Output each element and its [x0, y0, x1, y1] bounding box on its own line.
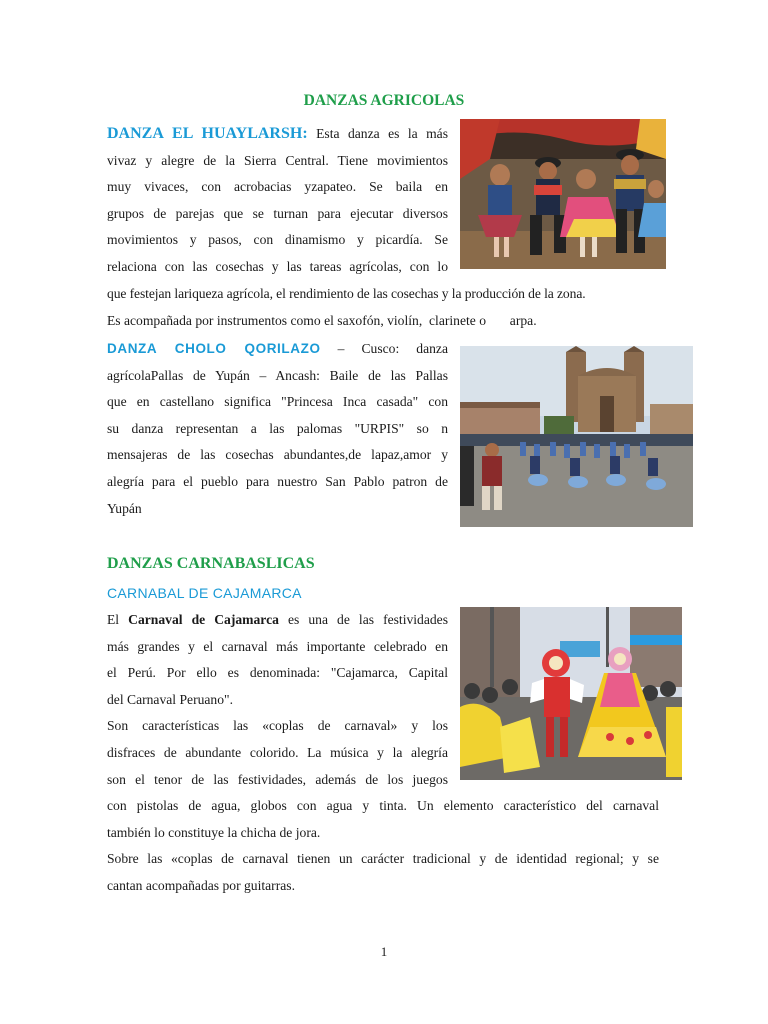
text-line: Esta danza es la más [316, 126, 449, 141]
text-line: Es acompañada por instrumentos como el saxofón, violín, clarinete o arpa. [107, 312, 537, 328]
text-line: Son características las «coplas de carnaval» y los [107, 718, 448, 734]
text-line: – Cusco: danza [337, 341, 448, 356]
text-line: con pistolas de agua, globos con agua y tinta. Un elemento característico del carnaval [107, 798, 659, 813]
cholo-qorilazo-heading: DANZA CHOLO QORILAZO [107, 341, 321, 356]
huaylarsh-heading: DANZA EL HUAYLARSH: [107, 125, 308, 142]
huaylarsh-line-1 [107, 121, 448, 148]
text-line: El [107, 612, 120, 627]
text-line: que festejan lariqueza agrícola, el rendimiento de las cosechas y la producción de la zona. [107, 286, 586, 301]
carnabal-cajamarca-subtitle: CARNABAL DE CAJAMARCA [107, 585, 302, 601]
text-line: más grandes y el carnaval más importante celebrado en [107, 638, 448, 654]
cusco-plaza-photo [460, 346, 693, 527]
text-line: mensajeras de las cosechas abundantes,de lapaz,amor y [107, 447, 448, 463]
huaylarsh-dance-photo [460, 119, 666, 269]
cajamarca-paragraph-cont [107, 793, 659, 899]
text-line: muy vivaces, con acrobacias yzapateo. Se baila en [107, 179, 448, 195]
text-line: alegría para el pueblo para nuestro San Pablo patron de [107, 473, 448, 489]
text-line: movimientos y pasos, con dinamismo y picardía. Se [107, 232, 448, 248]
section-title-agricolas: DANZAS AGRICOLAS [303, 92, 465, 109]
cajamarca-paragraph [107, 607, 448, 793]
text-line: son el tenor de las festividades, además de los juegos [107, 771, 448, 787]
text-line: su danza representan a las palomas "URPIS" so n [107, 420, 448, 436]
cholo-qorilazo-paragraph [107, 336, 448, 522]
cajamarca-line-1 [107, 607, 448, 634]
text-line: Yupán [107, 500, 142, 516]
text-line: disfraces de abundante colorido. La música y la alegría [107, 744, 448, 760]
text-line: cantan acompañadas por guitarras. [107, 877, 295, 893]
text-line: vivaz y alegre de la Sierra Central. Tiene movimientos [107, 152, 448, 168]
section-title-carnabaslicas: DANZAS CARNABASLICAS [107, 555, 315, 572]
text-line: que en castellano significa "Princesa Inca casada" con [107, 394, 448, 410]
huaylarsh-paragraph [107, 121, 448, 281]
huaylarsh-paragraph-cont [107, 281, 661, 334]
cajamarca-carnival-photo [460, 607, 682, 780]
text-line: del Carnaval Peruano". [107, 691, 233, 707]
cholo-line-1 [107, 336, 448, 363]
text-line: también lo constituye la chicha de jora. [107, 824, 321, 840]
page-number: 1 [380, 944, 388, 959]
text-line: agrícolaPallas de Yupán – Ancash: Baile de las Pallas [107, 367, 448, 383]
text-line: Sobre las «coplas de carnaval tienen un carácter tradicional y de identidad regional; y se [107, 851, 659, 867]
text-line: es una de las festividades [287, 612, 449, 627]
carnaval-cajamarca-bold: Carnaval de Cajamarca [128, 612, 279, 627]
text-line: grupos de parejas que se turnan para ejecutar diversos [107, 205, 448, 221]
text-line: relaciona con las cosechas y las tareas agrícolas, con lo [107, 258, 448, 274]
text-line: el Perú. Por ello es denominada: "Cajamarca, Capital [107, 665, 448, 681]
